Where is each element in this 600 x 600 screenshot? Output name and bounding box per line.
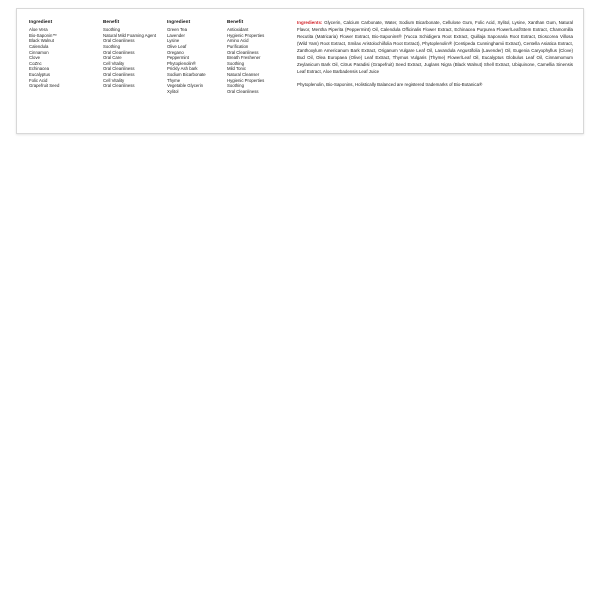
- list-item: Mild Tonic: [227, 66, 247, 72]
- list-item: Oral Cleanliness: [227, 49, 259, 55]
- panel-content: [17, 9, 583, 133]
- column-header: Benefit: [227, 19, 244, 24]
- list-item: Oral Cleanliness: [103, 49, 135, 55]
- list-item: Oral Cleanliness: [103, 66, 135, 72]
- list-item: Natural Cleanser: [227, 71, 260, 77]
- list-item: Hygienic Properties: [227, 77, 265, 83]
- list-item: Soothing: [227, 60, 244, 66]
- table-ingredient-2: [167, 19, 227, 94]
- column-header: Ingredient: [29, 19, 53, 24]
- list-item: Oregano: [167, 49, 184, 55]
- list-item: Sodium Bicarbonate: [167, 71, 206, 77]
- list-item: Amino Acid: [227, 38, 249, 44]
- list-item: Cinnamon: [29, 49, 49, 55]
- column-header: Benefit: [103, 19, 120, 24]
- list-item: Green Tea: [167, 27, 187, 33]
- list-item: Soothing: [103, 43, 120, 49]
- list-item: Purification: [227, 43, 249, 49]
- list-item: Thyme: [167, 77, 181, 83]
- column-header: Ingredient: [167, 19, 191, 24]
- list-item: CoZnc: [29, 60, 42, 66]
- list-item: Oral Care: [103, 55, 122, 61]
- list-item: Peppermint: [167, 55, 189, 61]
- list-item: Eucalyptus: [29, 71, 51, 77]
- list-item: Antioxidant: [227, 27, 249, 33]
- list-item: Bio-Saponin™: [29, 32, 57, 38]
- column-list: [103, 27, 167, 89]
- list-item: Grapefruit Seed: [29, 83, 60, 89]
- ingredient-benefit-tables: [29, 19, 287, 94]
- list-item: Prickly Ash bark: [167, 66, 198, 72]
- ingredients-paragraph: [297, 19, 573, 75]
- list-item: Calendula: [29, 43, 49, 49]
- list-item: Soothing: [103, 27, 120, 33]
- list-item: Cell Vitality: [103, 60, 125, 66]
- list-item: Oral Cleanliness: [103, 71, 135, 77]
- list-item: Vegetable Glycerin: [167, 83, 204, 89]
- list-item: Black Walnut: [29, 38, 54, 44]
- list-item: Soothing: [227, 83, 244, 89]
- list-item: Oral Cleanliness: [103, 38, 135, 44]
- list-item: Lavender: [167, 32, 185, 38]
- ingredients-declaration: [287, 19, 575, 89]
- column-list: [227, 27, 287, 94]
- list-item: Folic Acid: [29, 77, 48, 83]
- ingredient-info-panel: [16, 8, 584, 134]
- table-benefit-1: [103, 19, 167, 94]
- list-item: Xylitol: [167, 88, 179, 94]
- table-ingredient-1: [29, 19, 103, 94]
- list-item: Olive Leaf: [167, 43, 187, 49]
- column-list: [167, 27, 227, 94]
- list-item: Cell Vitality: [103, 77, 125, 83]
- list-item: Echinacea: [29, 66, 50, 72]
- blank-page-area: [0, 140, 600, 600]
- list-item: Oral Cleanliness: [227, 88, 259, 94]
- column-list: [29, 27, 103, 89]
- list-item: Aloe Vera: [29, 27, 48, 33]
- table-benefit-2: [227, 19, 287, 94]
- list-item: Lysine: [167, 38, 180, 44]
- list-item: Clove: [29, 55, 40, 61]
- list-item: Oral Cleanliness: [103, 83, 135, 89]
- trademark-note: Phytoplenolin, Bio-Saponins, Holistically Balanced are registered trademarks of Bio-Botanica®: [297, 82, 483, 88]
- list-item: Natural Mild Foaming Agent: [103, 32, 157, 38]
- ingredients-label: Ingredients:: [297, 20, 323, 25]
- list-item: Phytoplenolin®: [167, 60, 196, 66]
- list-item: Breath Freshener: [227, 55, 261, 61]
- list-item: Hygienic Properties: [227, 32, 265, 38]
- ingredients-text: Glycerin, Calcium Carbonate, Water, Sodium Bicarbonate, Cellulose Gum, Folic Acid, Xylitol, Lysine, Xanthan Gum, Natural Flavor, Mentha Piperita (Peppermint) Oil, Calendula Officinalis Flower Extract, Echinacea Purpurea Flower/Leaf/Stem Extract, Chamomilla Recutita (Matricaria) Flower Extract, Bio-Saponins® (Yucca Schidigera Root Extract, Quillaja Saponaria Root Extract, Dioscorea Villosa (Wild Yam) Root Extract, Smilax Aristolochiifolia Root Extract), Phytoplenolin® (Centipeda Cunninghamii Extract), Centella Asiatica Extract, Zanthoxylum Americanum Bark Extract, Origanum Vulgare Leaf Oil, Lavandula Angustifolia (Lavender) Oil, Eugenia Caryophyllus (Clove) Bud Oil, Olea Europaea (Olive) Leaf Extract, Thymus Vulgaris (Thyme) Flower/Leaf Oil, Eucalyptus Globulus Leaf Oil, Cinnamomum Zeylanicum Bark Oil, Citrus Paradisi (Grapefruit) Seed Extract, Juglans Nigra (Black Walnut) Shell Extract, Ubiquinone, Camellia Sinensis Leaf Extract, Aloe Barbadensis Leaf Juice: [297, 20, 573, 75]
